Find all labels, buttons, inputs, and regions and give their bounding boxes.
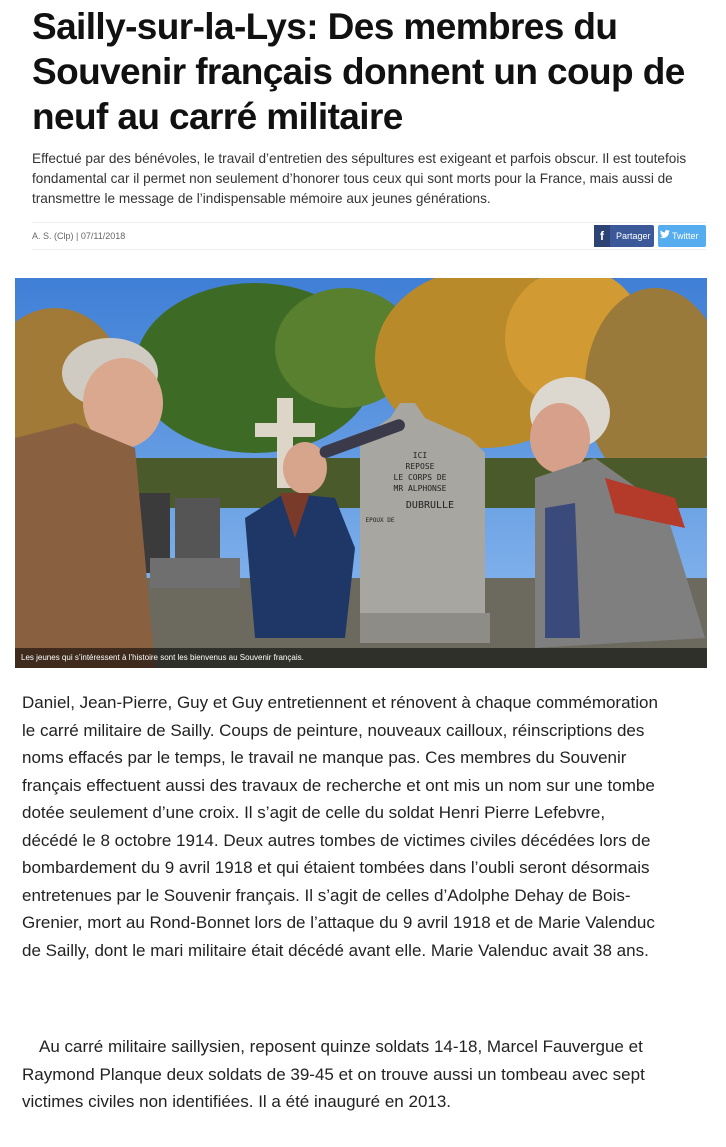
gravestone-line: MR ALPHONSE: [393, 484, 447, 493]
cemetery-photo: [15, 278, 707, 668]
twitter-icon: [658, 225, 672, 247]
gravestone-line: ICI: [412, 451, 428, 460]
twitter-share-label: Twitter: [672, 231, 699, 241]
gravestone-line: DUBRULLE: [405, 500, 455, 511]
facebook-share-label: Partager: [616, 231, 651, 241]
article-photo: [15, 278, 707, 668]
gravestone-line: LE CORPS DE: [393, 473, 447, 482]
facebook-icon: f: [594, 225, 610, 247]
facebook-share-button[interactable]: [594, 225, 654, 247]
article-paragraph: Au carré militaire saillysien, reposent quinze soldats 14-18, Marcel Fauvergue et Raymond Planque deux soldats de 39-45 et on trouve aussi un tombeau avec sept victimes civiles non identifiées. Il a été inauguré en 2013.: [22, 1037, 645, 1111]
article-byline: A. S. (Clp) | 07/11/2018: [32, 231, 126, 241]
photo-caption: Les jeunes qui s’intéressent à l’histoire sont les bienvenus au Souvenir français.: [15, 648, 707, 668]
gravestone-line: REPOSE: [405, 462, 435, 471]
article-paragraph: Daniel, Jean-Pierre, Guy et Guy entretiennent et rénovent à chaque commémoration le carré militaire de Sailly. Coups de peinture, nouveaux cailloux, réinscriptions des noms effacés par le temps, le travail ne manque pas. Ces membres du Souvenir français effectuent aussi des travaux de recherche et ont mis un nom sur une tombe dotée seulement d’une croix. Il s’agit de celle du soldat Henri Pierre Lefebvre, décédé le 8 octobre 1914. Deux autres tombes de victimes civiles décédées lors de bombardement du 9 avril 1918 et qui étaient tombées dans l’oubli seront désormais entretenues par le Souvenir français. Il s’agit de celles d’Adolphe Dehay de Bois-Grenier, mort au Rond-Bonnet lors de l’attaque du 9 avril 1918 et de Marie Valenduc de Sailly, dont le mari militaire était décédé avant elle. Marie Valenduc avait 38 ans.: [22, 693, 658, 960]
article-lead: Effectué par des bénévoles, le travail d’entretien des sépultures est exigeant et parfois obscur. Il est toutefois fondamental car il permet non seulement d’honorer tous ceux qui sont morts pour la France, mais aussi de transmettre le message de l’indispensable mémoire aux jeunes générations.: [32, 151, 687, 206]
twitter-share-button[interactable]: [658, 225, 706, 247]
article-title: Sailly-sur-la-Lys: Des membres du Souvenir français donnent un coup de neuf au carré militaire: [32, 6, 685, 137]
article-meta-bar: [32, 222, 706, 250]
gravestone-line: EPOUX DE: [365, 517, 395, 524]
